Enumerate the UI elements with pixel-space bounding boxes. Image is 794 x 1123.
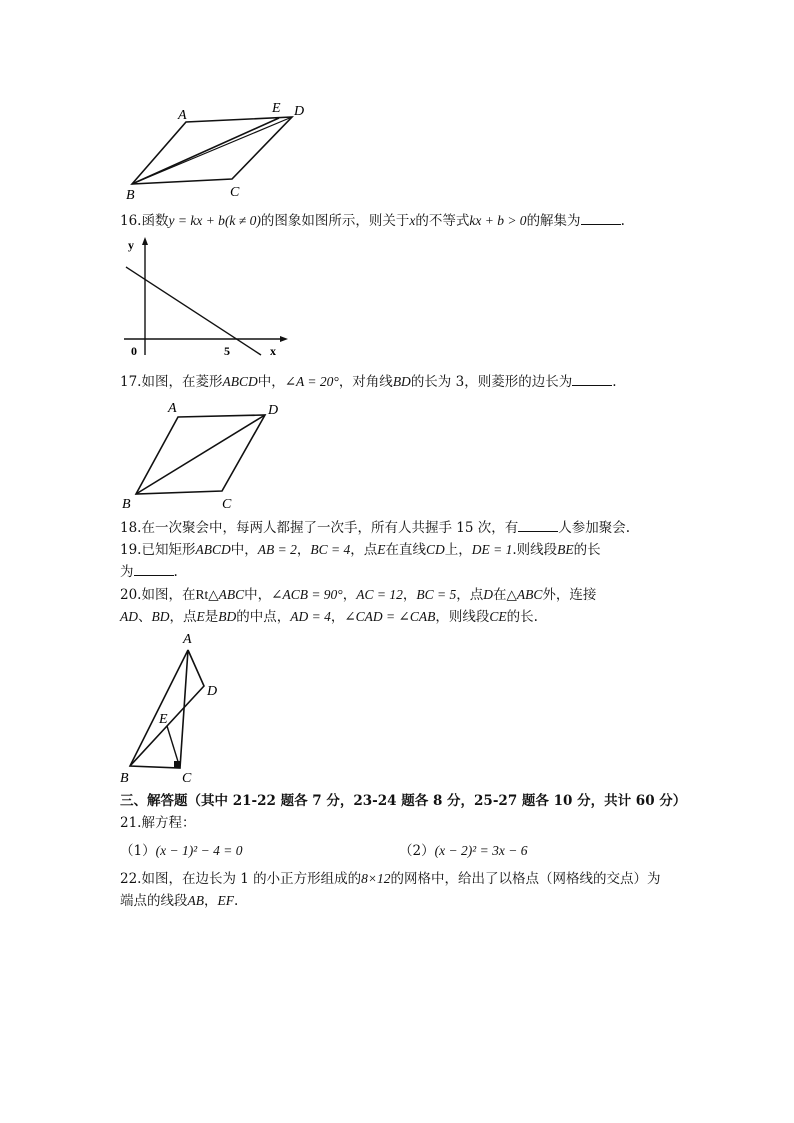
given-ad: AD = 4: [290, 609, 331, 624]
triangle: △ABC: [506, 587, 543, 602]
text: ，点: [456, 587, 484, 603]
figure-parallelogram-abcd-e: [120, 95, 320, 205]
label-A: A: [168, 401, 177, 416]
question-19: [120, 540, 601, 560]
axis-label-y: y: [128, 238, 134, 252]
angle-equality: ∠CAD = ∠CAB: [344, 609, 436, 624]
text: 已知矩形: [141, 542, 196, 558]
text: 的图象如图所示，则关于: [260, 213, 410, 229]
question-21-part-1: [120, 841, 242, 861]
shape-name: ABCD: [222, 374, 258, 389]
question-number: 17.: [120, 374, 142, 390]
angle: ∠ACB = 90°: [271, 587, 343, 602]
question-number: 16.: [120, 213, 142, 229]
text: 在: [492, 587, 507, 603]
text: 如图，在边长为 1 的小正方形组成的: [141, 871, 362, 887]
given-bc: BC = 4: [310, 542, 351, 557]
label-D: D: [207, 684, 218, 699]
question-22-cont: [120, 891, 238, 911]
text: 、: [138, 609, 152, 625]
given-de: DE = 1: [471, 542, 513, 557]
text: 中，: [244, 587, 272, 603]
given-ac: AC = 12: [356, 587, 403, 602]
label-C: C: [230, 185, 240, 200]
question-20: [120, 585, 596, 605]
segment: BE: [557, 542, 574, 557]
part-label: （1）: [120, 843, 156, 859]
label-C: C: [222, 497, 232, 512]
text: ，: [330, 609, 345, 625]
question-18: [120, 518, 630, 538]
segment: AB: [187, 893, 204, 908]
text: 的长.: [506, 609, 538, 625]
text: ，则线段: [435, 609, 490, 625]
text: 如图，在: [141, 587, 196, 603]
part-label: （2）: [399, 843, 435, 859]
text: .: [620, 213, 625, 229]
equation: (x − 1)² − 4 = 0: [155, 843, 243, 858]
question-17: [120, 372, 617, 392]
label-A: A: [183, 632, 192, 647]
given-bc: BC = 5: [416, 587, 457, 602]
figure-linear-function-graph: [118, 235, 298, 365]
segment: AD: [120, 609, 138, 624]
figure-triangle-abc-d-e: [118, 630, 238, 790]
text: 的解集为: [526, 213, 581, 229]
question-number: 18.: [120, 520, 142, 536]
text: 上，: [444, 542, 472, 558]
text: 的长: [573, 542, 601, 558]
function-expression: y = kx + b: [168, 213, 225, 228]
label-E: E: [159, 712, 168, 727]
text: 的网格中，给出了以格点（网格线的交点）为: [390, 871, 661, 887]
point: D: [483, 587, 493, 602]
inequality: kx + b > 0: [469, 213, 527, 228]
text: 函数: [141, 213, 169, 229]
condition: (k ≠ 0): [224, 213, 261, 228]
segment: EF: [217, 893, 234, 908]
label-B: B: [120, 771, 129, 786]
text: ，: [342, 587, 357, 603]
grid-size: 8×12: [361, 871, 391, 886]
text: .: [612, 374, 617, 390]
label-C: C: [182, 771, 192, 786]
answer-blank[interactable]: [572, 373, 612, 386]
question-20-cont: [120, 607, 538, 627]
rt-label: Rt: [195, 587, 209, 602]
question-number: 20.: [120, 587, 142, 603]
text: ，点: [350, 542, 378, 558]
segment: CE: [489, 609, 507, 624]
figure-rhombus-abcd: [120, 398, 290, 513]
equation: (x − 2)² = 3x − 6: [434, 843, 528, 858]
question-22: [120, 869, 661, 889]
tick-label-5: 5: [224, 344, 230, 358]
text: 在一次聚会中，每两人都握了一次手，所有人共握手 15 次，有: [141, 520, 519, 536]
line-name: CD: [425, 542, 445, 557]
question-heading: 21.解方程：: [120, 815, 196, 831]
label-D: D: [294, 104, 305, 119]
question-19-cont: [120, 562, 178, 582]
label-B: B: [126, 188, 135, 203]
text: 中，: [230, 542, 258, 558]
question-number: 22.: [120, 871, 142, 887]
text: 为: [120, 564, 134, 580]
question-21-part-2: [399, 841, 527, 861]
text: 人参加聚会.: [558, 520, 631, 536]
text: ，对角线: [338, 374, 393, 390]
text: 外，连接: [542, 587, 597, 603]
text: 的长为 3，则菱形的边长为: [410, 374, 573, 390]
point: E: [196, 609, 205, 624]
text: ，: [204, 893, 218, 909]
segment: BD: [151, 609, 170, 624]
text: .则线段: [512, 542, 558, 558]
triangle: △ABC: [208, 587, 245, 602]
text: ，: [296, 542, 311, 558]
diagonal: BD: [392, 374, 411, 389]
variable: x: [409, 213, 416, 228]
text: 是: [204, 609, 219, 625]
axis-label-x: x: [270, 344, 276, 358]
label-E: E: [272, 101, 281, 116]
text: 端点的线段: [120, 893, 188, 909]
question-number: 19.: [120, 542, 142, 558]
label-D: D: [268, 403, 279, 418]
text: .: [173, 564, 178, 580]
angle: ∠A = 20°: [284, 374, 339, 389]
origin-label: 0: [131, 344, 137, 358]
text: ，: [402, 587, 417, 603]
text: 的不等式: [415, 213, 470, 229]
given-ab: AB = 2: [257, 542, 297, 557]
text: ，点: [169, 609, 197, 625]
label-A: A: [178, 108, 187, 123]
text: 如图，在菱形: [141, 374, 223, 390]
answer-blank[interactable]: [518, 519, 558, 532]
section-heading: [120, 791, 686, 811]
label-B: B: [122, 497, 131, 512]
question-21: [120, 813, 195, 833]
text: 的中点，: [236, 609, 291, 625]
shape-name: ABCD: [195, 542, 231, 557]
text: 在直线: [385, 542, 426, 558]
section-title: 三、解答题（其中 21-22 题各 7 分，23-24 题各 8 分，25-27 题各 10 分，共计 60 分）: [120, 793, 687, 809]
question-16: [120, 211, 625, 231]
point: E: [377, 542, 386, 557]
answer-blank[interactable]: [581, 212, 621, 225]
answer-blank[interactable]: [134, 563, 174, 576]
segment: BD: [218, 609, 237, 624]
text: 中，: [257, 374, 285, 390]
text: .: [234, 893, 239, 909]
